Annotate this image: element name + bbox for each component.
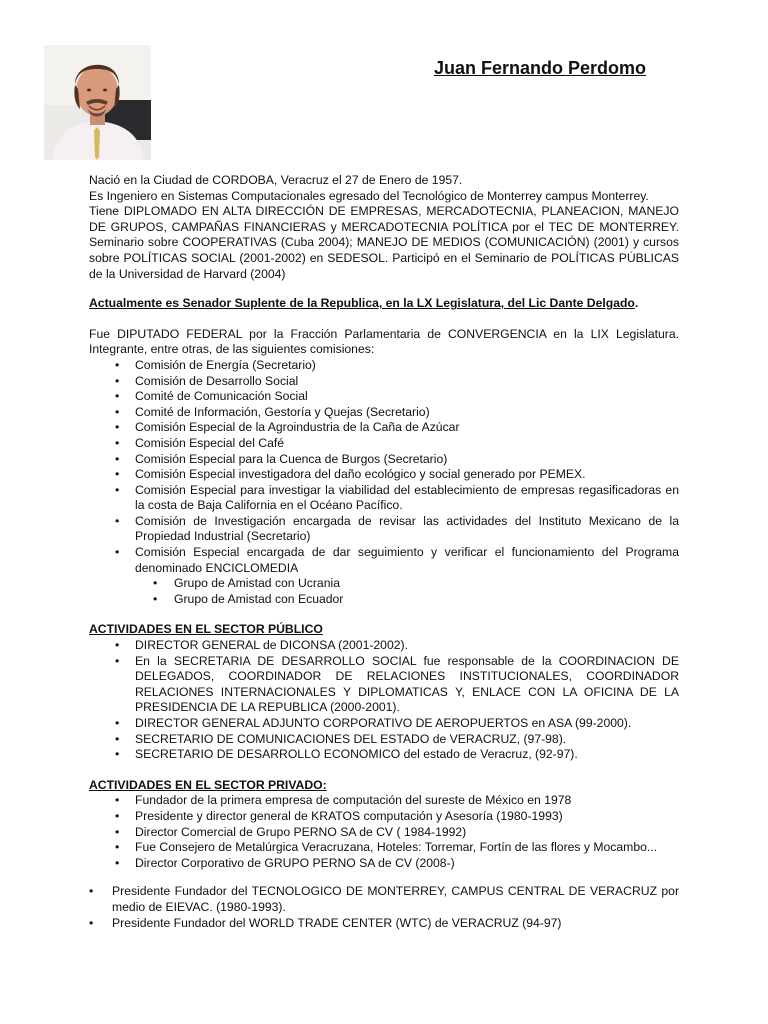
list-item: • Director Corporativo de GRUPO PERNO SA de CV (2008-) — [89, 856, 679, 872]
list-item: • DIRECTOR GENERAL de DICONSA (2001-2002). — [89, 638, 679, 654]
education-line: Es Ingeniero en Sistemas Computacionales egresado del Tecnológico de Monterrey campus Monterrey. — [89, 188, 649, 203]
training-paragraph: Tiene DIPLOMADO EN ALTA DIRECCIÓN DE EMPRESAS, MERCADOTECNIA, PLANEACION, MANEJO DE GRUPOS, CAMPAÑAS FINANCIERAS y MERCADOTECNIA POLÍTICA por el TEC DE MONTERREY. Seminario sobre COOPERATIVAS (Cuba 2004); MANEJO DE MEDIOS (COMUNICACIÓN) (2001) y cursos sobre POLÍTICAS SOCIAL (2001-2002) en SEDESOL. Participó en el Seminario de POLÍTICAS PÚBLICAS de la Universidad de Harvard (2004) — [89, 204, 679, 281]
list-item: • Presidente y director general de KRATOS computación y Asesoría (1980-1993) — [89, 809, 679, 825]
list-item: • Presidente Fundador del TECNOLOGICO DE MONTERREY, CAMPUS CENTRAL DE VERACRUZ por medio de EIEVAC. (1980-1993). — [89, 884, 679, 915]
biography — [89, 173, 679, 282]
private-sector-list — [89, 793, 679, 871]
list-item: • Comisión Especial del Café — [89, 436, 679, 452]
portrait-image — [44, 45, 151, 160]
list-item: • Fue Consejero de Metalúrgica Veracruzana, Hoteles: Torremar, Fortín de las flores y Mocambo... — [89, 840, 679, 856]
private-sector-heading: ACTIVIDADES EN EL SECTOR PRIVADO: — [89, 777, 327, 792]
list-item: • Comité de Información, Gestoría y Quejas (Secretario) — [89, 405, 679, 421]
list-item: • SECRETARIO DE COMUNICACIONES DEL ESTADO de VERACRUZ, (97-98). — [89, 732, 679, 748]
list-item: • Comisión Especial encargada de dar seguimiento y verificar el funcionamiento del Programa denominado ENCICLOMEDIA — [89, 545, 679, 576]
cv-body — [89, 173, 679, 931]
profile-photo — [44, 45, 151, 160]
list-item: • Comisión de Energía (Secretario) — [89, 358, 679, 374]
list-item: • Comisión Especial para la Cuenca de Burgos (Secretario) — [89, 452, 679, 468]
public-sector-list — [89, 638, 679, 763]
list-item: • Fundador de la primera empresa de computación del sureste de México en 1978 — [89, 793, 679, 809]
list-item: • Comisión Especial investigadora del daño ecológico y social generado por PEMEX. — [89, 467, 679, 483]
commissions-list — [89, 358, 679, 576]
public-sector-heading: ACTIVIDADES EN EL SECTOR PÚBLICO — [89, 622, 323, 637]
deputy-intro: Fue DIPUTADO FEDERAL por la Fracción Parlamentaria de CONVERGENCIA en la LIX Legislatura. Integrante, entre otras, de las siguientes comisiones: — [89, 326, 679, 357]
list-item: • Comisión de Desarrollo Social — [89, 374, 679, 390]
list-item: • Grupo de Amistad con Ucrania — [89, 576, 679, 592]
list-item: • Comisión Especial para investigar la viabilidad del establecimiento de empresas regasificadoras en la costa de Baja California en el Océano Pacífico. — [89, 483, 679, 514]
list-item: • Presidente Fundador del WORLD TRADE CENTER (WTC) de VERACRUZ (94-97) — [89, 916, 679, 932]
friendship-groups-list — [89, 576, 679, 607]
birth-line: Nació en la Ciudad de CORDOBA, Veracruz el 27 de Enero de 1957. — [89, 173, 463, 187]
founder-list — [89, 884, 679, 931]
list-item: • Comisión Especial de la Agroindustria de la Caña de Azúcar — [89, 420, 679, 436]
list-item: • Comisión de Investigación encargada de revisar las actividades del Instituto Mexicano de la Propiedad Industrial (Secretario) — [89, 514, 679, 545]
senator-text: Actualmente es Senador Suplente de la Republica, en la LX Legislatura, del Lic Dante Delgado — [89, 296, 635, 311]
list-item: • SECRETARIO DE DESARROLLO ECONOMICO del estado de Veracruz, (92-97). — [89, 747, 679, 763]
list-item: • Grupo de Amistad con Ecuador — [89, 592, 679, 608]
page-title: Juan Fernando Perdomo — [434, 58, 647, 78]
senator-statement: Actualmente es Senador Suplente de la Republica, en la LX Legislatura, del Lic Dante Delgado. — [89, 296, 639, 311]
list-item: • Comité de Comunicación Social — [89, 389, 679, 405]
list-item: • En la SECRETARIA DE DESARROLLO SOCIAL fue responsable de la COORDINACION DE DELEGADOS, COORDINADOR DE RELACIONES INSTITUCIONALES, COORDINADOR RELACIONES INTERNACIONALES Y DIPLOMATICAS Y, ENLACE CON LA OFICINA DE LA PRESIDENCIA DE LA REPUBLICA (2000-2001). — [89, 654, 679, 716]
list-item: • Director Comercial de Grupo PERNO SA de CV ( 1984-1992) — [89, 825, 679, 841]
list-item: • DIRECTOR GENERAL ADJUNTO CORPORATIVO DE AEROPUERTOS en ASA (99-2000). — [89, 716, 679, 732]
